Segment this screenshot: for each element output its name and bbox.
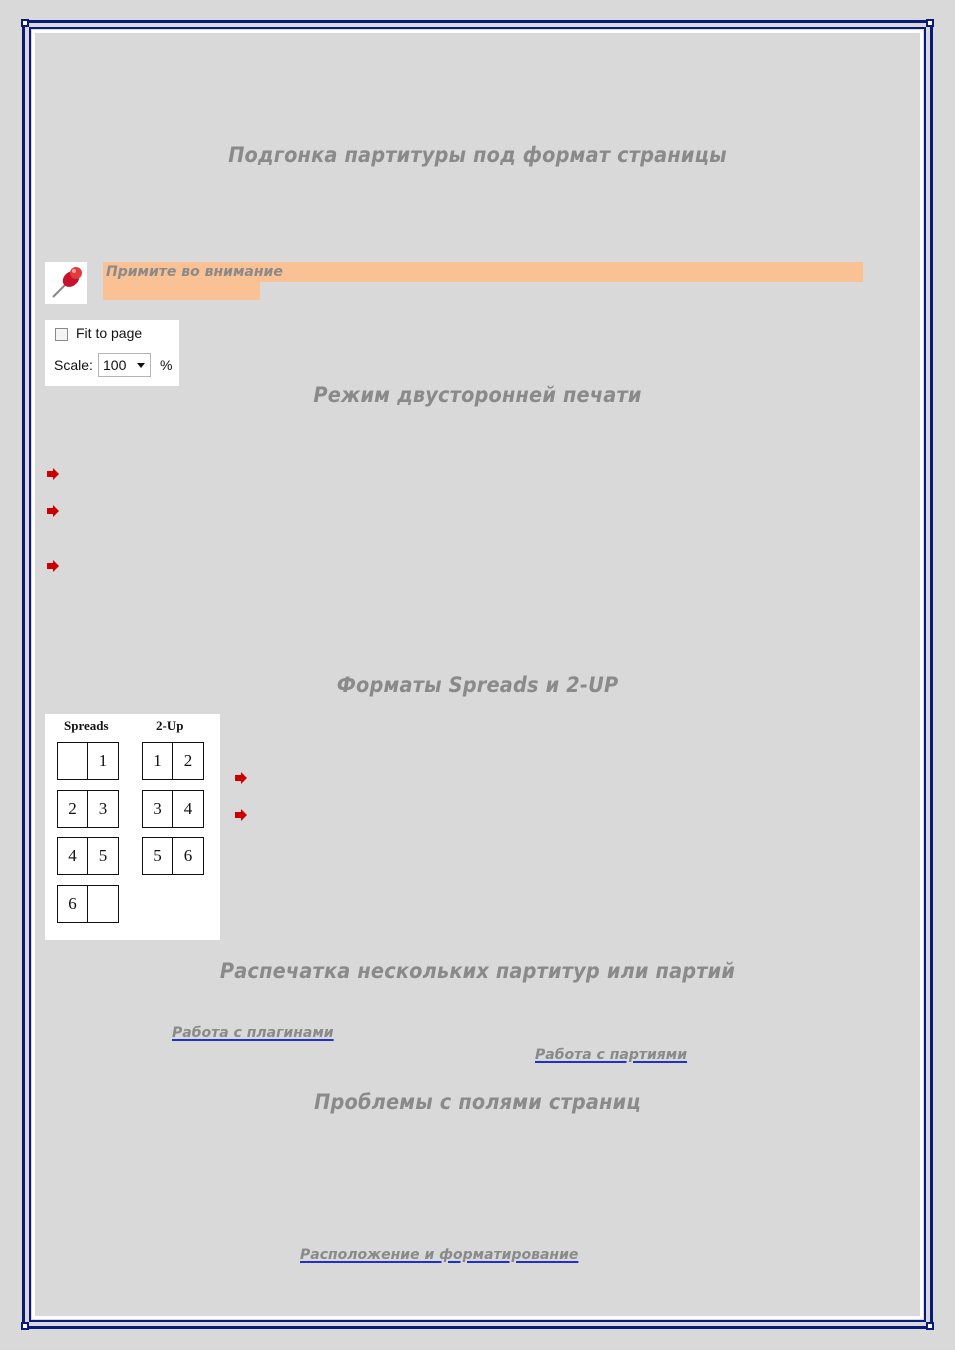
scale-unit: % <box>160 357 173 373</box>
spread-page-pair <box>57 837 119 875</box>
page-number: 1 <box>98 751 108 770</box>
arrow-bullet-icon <box>234 809 248 821</box>
spreads-2up-diagram <box>45 714 220 940</box>
page-number: 3 <box>143 791 173 827</box>
heading-duplex: Режим двусторонней печати <box>313 383 642 407</box>
fit-to-page-panel <box>45 320 179 386</box>
corner-ornament <box>926 1322 934 1330</box>
page-number <box>88 886 118 922</box>
pushpin-icon <box>45 262 87 304</box>
scale-dropdown[interactable] <box>98 353 151 377</box>
page-number: 2 <box>183 751 193 770</box>
plugins-link[interactable]: Работа с плагинами <box>172 1025 334 1041</box>
arrow-bullet-icon <box>46 505 60 517</box>
page-number: 5 <box>143 838 173 874</box>
arrow-bullet-icon <box>46 560 60 572</box>
twoup-page-pair <box>142 742 204 780</box>
note-highlight-tail <box>103 282 260 300</box>
twoup-page-pair <box>142 790 204 828</box>
corner-ornament <box>21 1322 29 1330</box>
corner-ornament <box>926 19 934 27</box>
page-number: 2 <box>58 791 88 827</box>
page-number: 4 <box>58 838 88 874</box>
twoup-title: 2-Up <box>156 718 184 733</box>
page-number: 1 <box>143 743 173 779</box>
spreads-title: Spreads <box>64 718 109 733</box>
layout-link[interactable]: Расположение и форматирование <box>300 1247 579 1263</box>
note-label: Примите во внимание <box>106 264 283 280</box>
page-number: 3 <box>98 799 108 818</box>
heading-spreads: Форматы Spreads и 2-UP <box>336 673 619 697</box>
fit-to-page-checkbox[interactable] <box>55 328 68 341</box>
page-number <box>58 743 88 779</box>
arrow-bullet-icon <box>46 468 60 480</box>
heading-margins: Проблемы с полями страниц <box>314 1090 641 1114</box>
heading-multiple: Распечатка нескольких партитур или партий <box>219 959 736 983</box>
corner-ornament <box>21 19 29 27</box>
spread-page-pair <box>57 742 119 780</box>
chevron-down-icon <box>137 363 145 368</box>
heading-fit-page: Подгонка партитуры под формат страницы <box>228 143 727 167</box>
scale-value: 100 <box>103 357 127 373</box>
twoup-page-pair <box>142 837 204 875</box>
spread-page-pair <box>57 885 119 923</box>
page-number: 6 <box>183 846 193 865</box>
spread-page-pair <box>57 790 119 828</box>
page-number: 6 <box>58 886 88 922</box>
fit-to-page-label: Fit to page <box>76 325 143 341</box>
page-number: 4 <box>183 799 193 818</box>
page-number: 5 <box>98 846 108 865</box>
arrow-bullet-icon <box>234 772 248 784</box>
parts-link[interactable]: Работа с партиями <box>535 1047 688 1063</box>
scale-label: Scale: <box>54 357 93 373</box>
